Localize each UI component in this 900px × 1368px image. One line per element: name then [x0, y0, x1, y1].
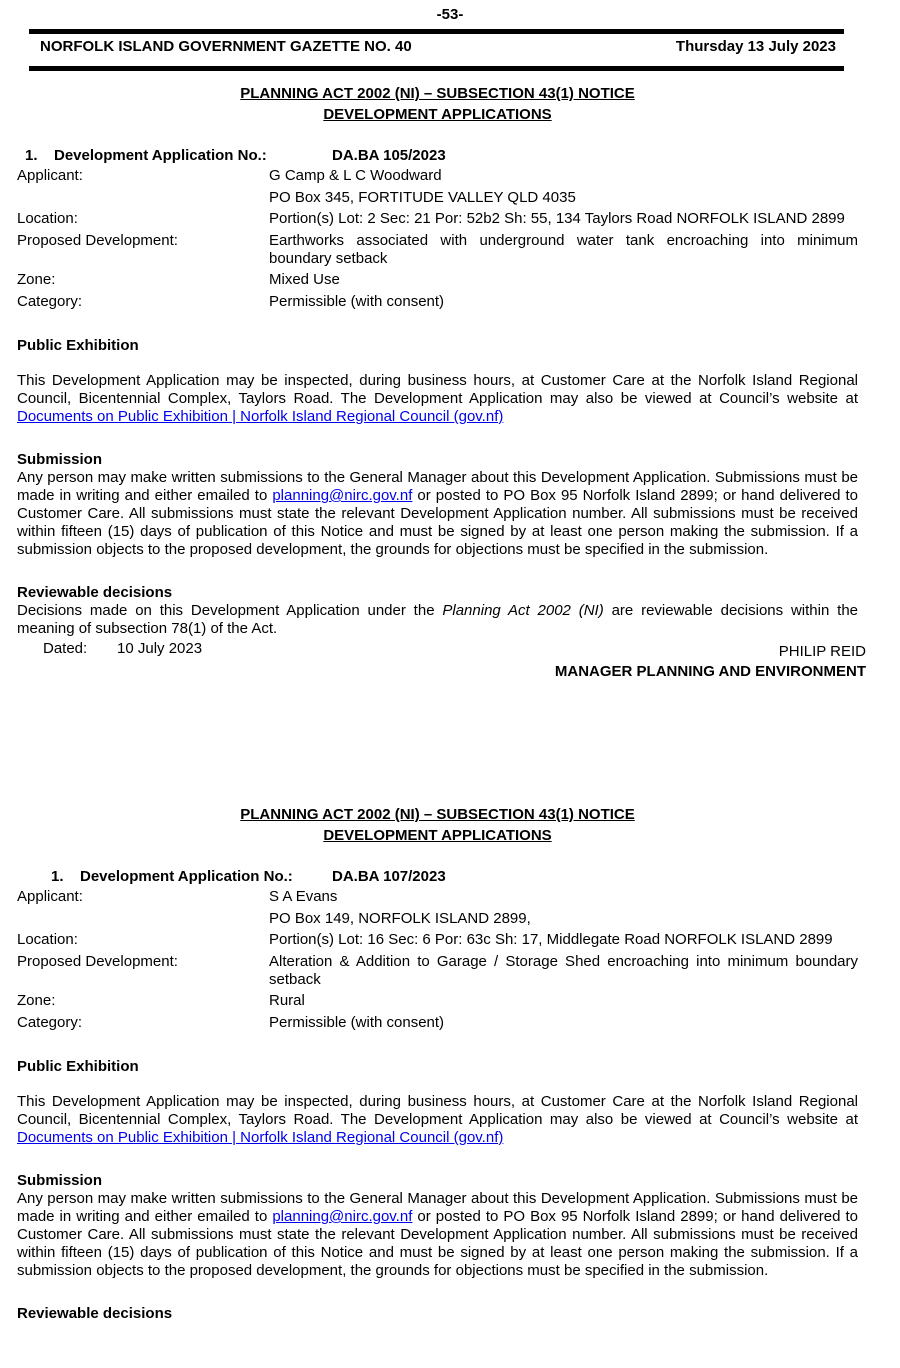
item-number: 1. — [25, 147, 38, 164]
reviewable-act-name: Planning Act 2002 (NI) — [442, 601, 604, 619]
applicant-row — [17, 888, 858, 928]
category-value: Permissible (with consent) — [269, 1013, 445, 1031]
submission-body-2: or posted to PO Box 95 Norfolk Island 2899; or hand delivered to Customer Care. All submissions must state the relevant Development Application number. All submissions must be received within fifteen (15) days of publication of this Notice and must be signed by at least one person making the submission. If a submission objects to the proposed development, the grounds for objections must be specified in the submission. — [17, 1207, 858, 1279]
notice-title — [17, 804, 858, 846]
reviewable-body-2: are reviewable decisions within the meaning of subsection 78(1) of the Act. — [17, 601, 859, 637]
gazette-header — [29, 29, 844, 71]
category-label: Category: — [17, 1013, 83, 1031]
location-label: Location: — [17, 931, 78, 949]
zone-label: Zone: — [17, 271, 56, 289]
location-label: Location: — [17, 210, 78, 228]
proposed-development-row — [17, 953, 858, 989]
proposed-development-label: Proposed Development: — [17, 952, 178, 970]
public-exhibition-link[interactable]: Documents on Public Exhibition | Norfolk Island Regional Council (gov.nf) — [17, 1128, 504, 1146]
category-value: Permissible (with consent) — [269, 292, 445, 310]
public-exhibition-text — [17, 1093, 858, 1147]
location-row — [17, 210, 858, 228]
reviewable-decisions-heading: Reviewable decisions — [17, 1304, 173, 1322]
applicant-label: Applicant: — [17, 888, 83, 905]
notice-title-line-2: DEVELOPMENT APPLICATIONS — [323, 106, 552, 123]
notice-da-107 — [17, 804, 858, 1323]
item-label: Development Application No.: — [80, 868, 293, 885]
submission-body-1: Any person may make written submissions to the General Manager about this Development Application. Submissions must be made in writing and either emailed to — [17, 468, 858, 504]
public-exhibition-link[interactable]: Documents on Public Exhibition | Norfolk Island Regional Council (gov.nf) — [17, 407, 504, 425]
reviewable-decisions-heading: Reviewable decisions — [17, 583, 173, 601]
item-number: 1. — [51, 868, 64, 885]
submission-body-1: Any person may make written submissions to the General Manager about this Development Application. Submissions must be made in writing and either emailed to — [17, 1189, 858, 1225]
zone-label: Zone: — [17, 992, 56, 1010]
applicant-address: PO Box 345, FORTITUDE VALLEY QLD 4035 — [269, 188, 576, 206]
notice-title-line-1: PLANNING ACT 2002 (NI) – SUBSECTION 43(1) NOTICE — [240, 806, 635, 823]
applicant-name: G Camp & L C Woodward — [269, 167, 442, 184]
notice-title-line-1: PLANNING ACT 2002 (NI) – SUBSECTION 43(1) NOTICE — [240, 85, 635, 102]
submission-heading: Submission — [17, 1171, 103, 1189]
proposed-development-label: Proposed Development: — [17, 231, 178, 249]
application-number: DA.BA 105/2023 — [332, 147, 446, 164]
reviewable-decisions-text — [17, 602, 858, 638]
public-exhibition-text — [17, 372, 858, 426]
public-exhibition-body: This Development Application may be inspected, during business hours, at Customer Care at the Norfolk Island Regional Council, Bicentennial Complex, Taylors Road. The Development Application may also be viewed at Council’s website at — [17, 1092, 858, 1128]
application-number: DA.BA 107/2023 — [332, 868, 446, 885]
category-row — [17, 293, 858, 311]
category-row — [17, 1014, 858, 1032]
notice-da-105 — [17, 83, 866, 682]
public-exhibition-heading: Public Exhibition — [17, 1057, 139, 1075]
zone-value: Rural — [269, 992, 305, 1010]
zone-row — [17, 271, 858, 289]
signoff-block — [17, 639, 866, 682]
location-value: Portion(s) Lot: 16 Sec: 6 Por: 63c Sh: 17, Middlegate Road NORFOLK ISLAND 2899 — [269, 931, 833, 949]
applicant-row — [17, 167, 858, 207]
location-row — [17, 931, 858, 949]
application-number-row — [17, 866, 858, 888]
submission-heading: Submission — [17, 450, 103, 468]
category-label: Category: — [17, 292, 83, 310]
zone-value: Mixed Use — [269, 271, 340, 289]
dated-value: 10 July 2023 — [117, 639, 203, 657]
item-label: Development Application No.: — [54, 147, 267, 164]
submission-email-link[interactable]: planning@nirc.gov.nf — [272, 486, 413, 504]
applicant-label: Applicant: — [17, 167, 83, 184]
submission-email-link[interactable]: planning@nirc.gov.nf — [272, 1207, 413, 1225]
reviewable-body-1: Decisions made on this Development Application under the — [17, 601, 443, 619]
location-value: Portion(s) Lot: 2 Sec: 21 Por: 52b2 Sh: 55, 134 Taylors Road NORFOLK ISLAND 2899 — [269, 210, 845, 228]
proposed-development-value: Earthworks associated with underground water tank encroaching into minimum boundary setback — [269, 231, 858, 267]
notice-title-line-2: DEVELOPMENT APPLICATIONS — [323, 827, 552, 844]
notice-title — [17, 83, 858, 125]
submission-body-2: or posted to PO Box 95 Norfolk Island 2899; or hand delivered to Customer Care. All submissions must state the relevant Development Application number. All submissions must be received within fifteen (15) days of publication of this Notice and must be signed by at least one person making the submission. If a submission objects to the proposed development, the grounds for objections must be specified in the submission. — [17, 486, 858, 558]
submission-text — [17, 469, 858, 559]
submission-text — [17, 1190, 858, 1280]
zone-row — [17, 992, 858, 1010]
application-number-row — [17, 145, 858, 167]
gazette-title: NORFOLK ISLAND GOVERNMENT GAZETTE NO. 40 — [40, 38, 412, 55]
dated-label: Dated: — [43, 639, 88, 657]
applicant-address: PO Box 149, NORFOLK ISLAND 2899, — [269, 909, 531, 927]
applicant-name: S A Evans — [269, 888, 338, 905]
proposed-development-row — [17, 232, 858, 268]
signatory-name: PHILIP REID — [778, 642, 866, 660]
proposed-development-value: Alteration & Addition to Garage / Storage Shed encroaching into minimum boundary setback — [269, 952, 858, 988]
public-exhibition-body: This Development Application may be inspected, during business hours, at Customer Care at the Norfolk Island Regional Council, Bicentennial Complex, Taylors Road. The Development Application may also be viewed at Council’s website at — [17, 371, 858, 407]
page-number: -53- — [436, 6, 464, 23]
signatory-title: MANAGER PLANNING AND ENVIRONMENT — [554, 662, 866, 680]
gazette-date: Thursday 13 July 2023 — [675, 38, 836, 55]
public-exhibition-heading: Public Exhibition — [17, 336, 139, 354]
